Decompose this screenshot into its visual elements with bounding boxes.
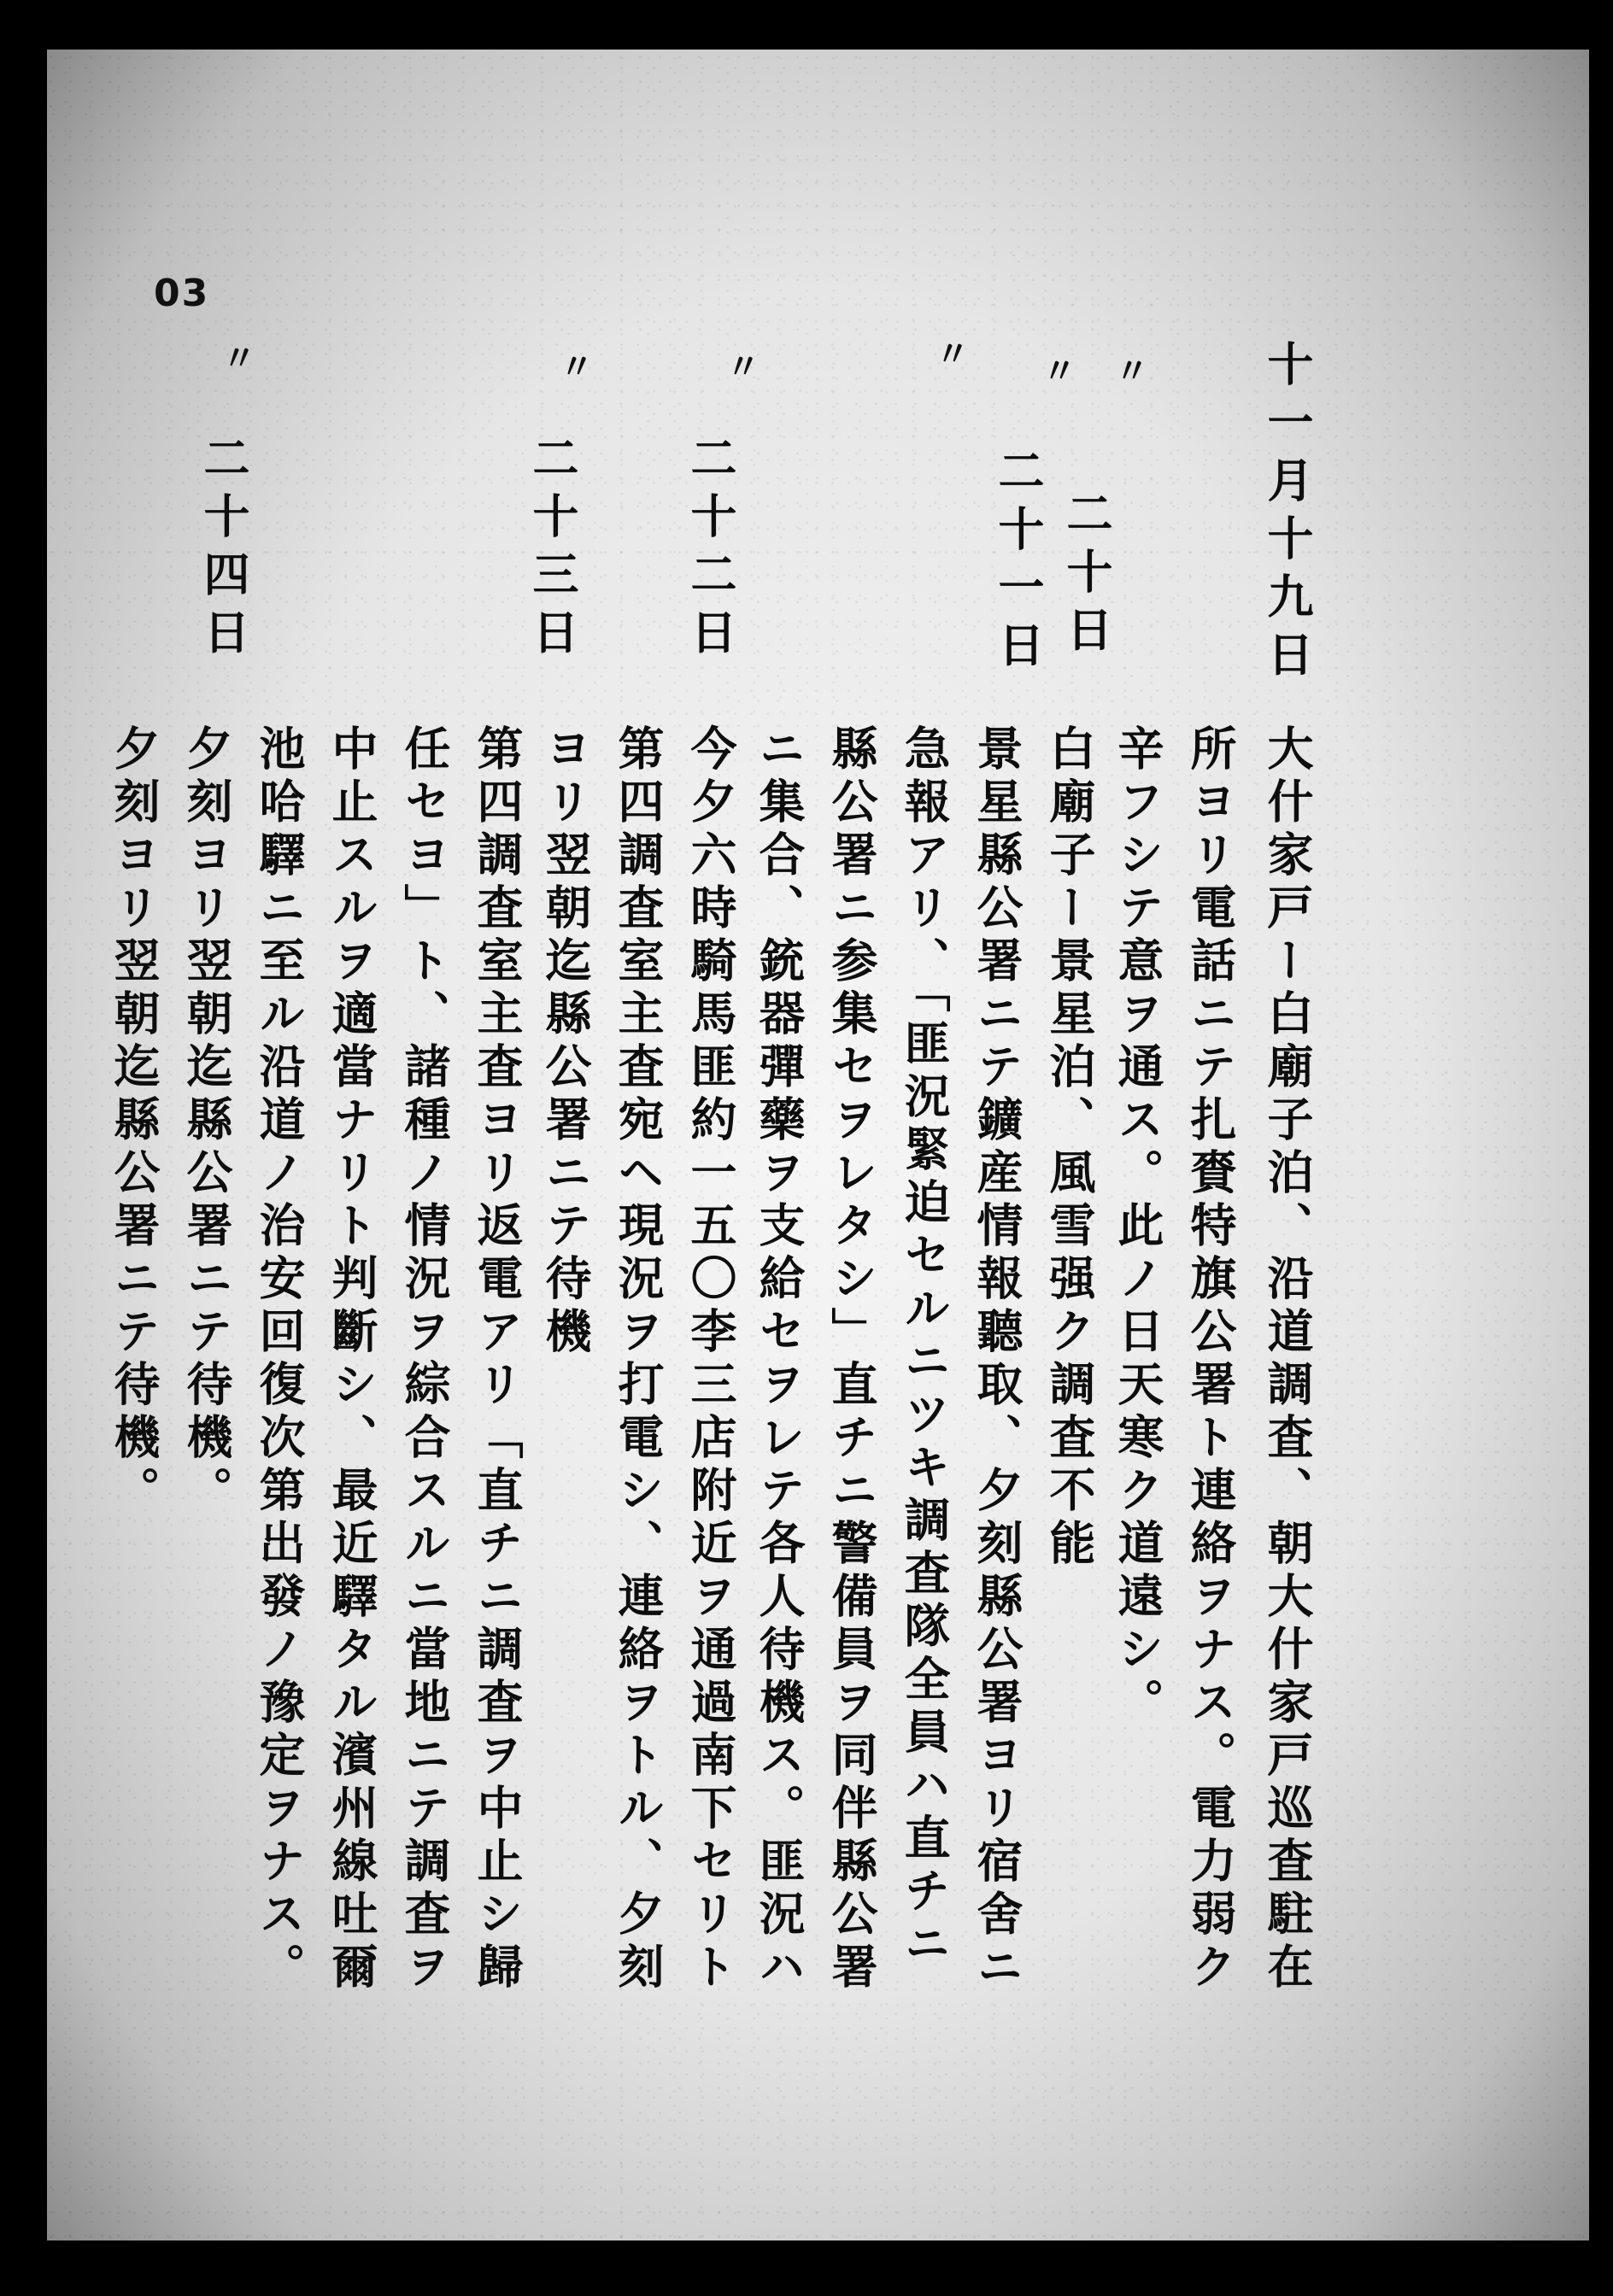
entry-date: 二十二日: [683, 434, 738, 666]
entry-date: 二十四日: [196, 434, 251, 666]
ditto-mark: 〃: [560, 348, 594, 387]
entry-line: 任セヨ」ト、諸種ノ情況ヲ綜合スルニ當地ニテ調査ヲ: [397, 724, 452, 1995]
entry-line: 今夕六時騎馬匪約一五〇李三店附近ヲ通過南下セリト: [683, 724, 738, 1995]
entry-line: 夕刻ヨリ翌朝迄縣公署ニテ待機。: [179, 724, 234, 1519]
entry-line: 白廟子ー景星泊、風雪强ク調査不能: [1042, 724, 1097, 1572]
ditto-mark: 〃: [1042, 352, 1076, 391]
entry-line: 辛フシテ意ヲ通ス。此ノ日天寒ク道遠シ。: [1111, 724, 1165, 1731]
entry-date: 二十三日: [525, 434, 580, 666]
entry-line: 景星縣公署ニテ鑛産情報聽取、夕刻縣公署ヨリ宿舍ニ: [970, 724, 1024, 1995]
entry-line: ヨリ翌朝迄縣公署ニテ待機: [538, 724, 593, 1360]
entry-line: 第四調査室主査ヨリ返電アリ「直チニ調査ヲ中止シ歸: [470, 724, 525, 1995]
entry-line: ニ集合、銃器彈藥ヲ支給セヲレテ各人待機ス。匪況ハ: [752, 724, 806, 1995]
entry-line: 池哈驛ニ至ル沿道ノ治安回復次第出發ノ豫定ヲナス。: [252, 724, 307, 1995]
entry-line: 縣公署ニ参集セヲレタシ」直チニ警備員ヲ同伴縣公署: [824, 724, 879, 1995]
entry-line: 中止スルヲ適當ナリト判斷シ、最近驛タル濱州線吐爾: [325, 724, 379, 1995]
ditto-mark: 〃: [1115, 352, 1149, 391]
entry-line: 第四調査室主査宛ヘ現況ヲ打電シ、連絡ヲトル、夕刻: [611, 724, 666, 1995]
entry-date: 二十日: [1059, 489, 1114, 664]
entry-line: 大什家戸ー白廟子泊、沿道調査、朝大什家戸巡査駐在: [1260, 724, 1315, 1995]
entry-line: 所ヨリ電話ニテ扎賚特旗公署ト連絡ヲナス。電力弱ク: [1183, 724, 1238, 1995]
entry-line: 急報アリ、「匪況緊迫セルニツキ調査隊全員ハ直チニ: [897, 724, 952, 1972]
entry-date: 十一月十九日: [1260, 340, 1315, 688]
document-page: [47, 50, 1589, 2240]
ditto-mark: 〃: [936, 335, 970, 374]
ditto-mark: 〃: [726, 348, 760, 387]
entry-line: 夕刻ヨリ翌朝迄縣公署ニテ待機。: [107, 724, 161, 1519]
entry-date: 二十一日: [991, 447, 1046, 679]
ditto-mark: 〃: [222, 339, 256, 378]
page-number: 03: [154, 272, 210, 315]
